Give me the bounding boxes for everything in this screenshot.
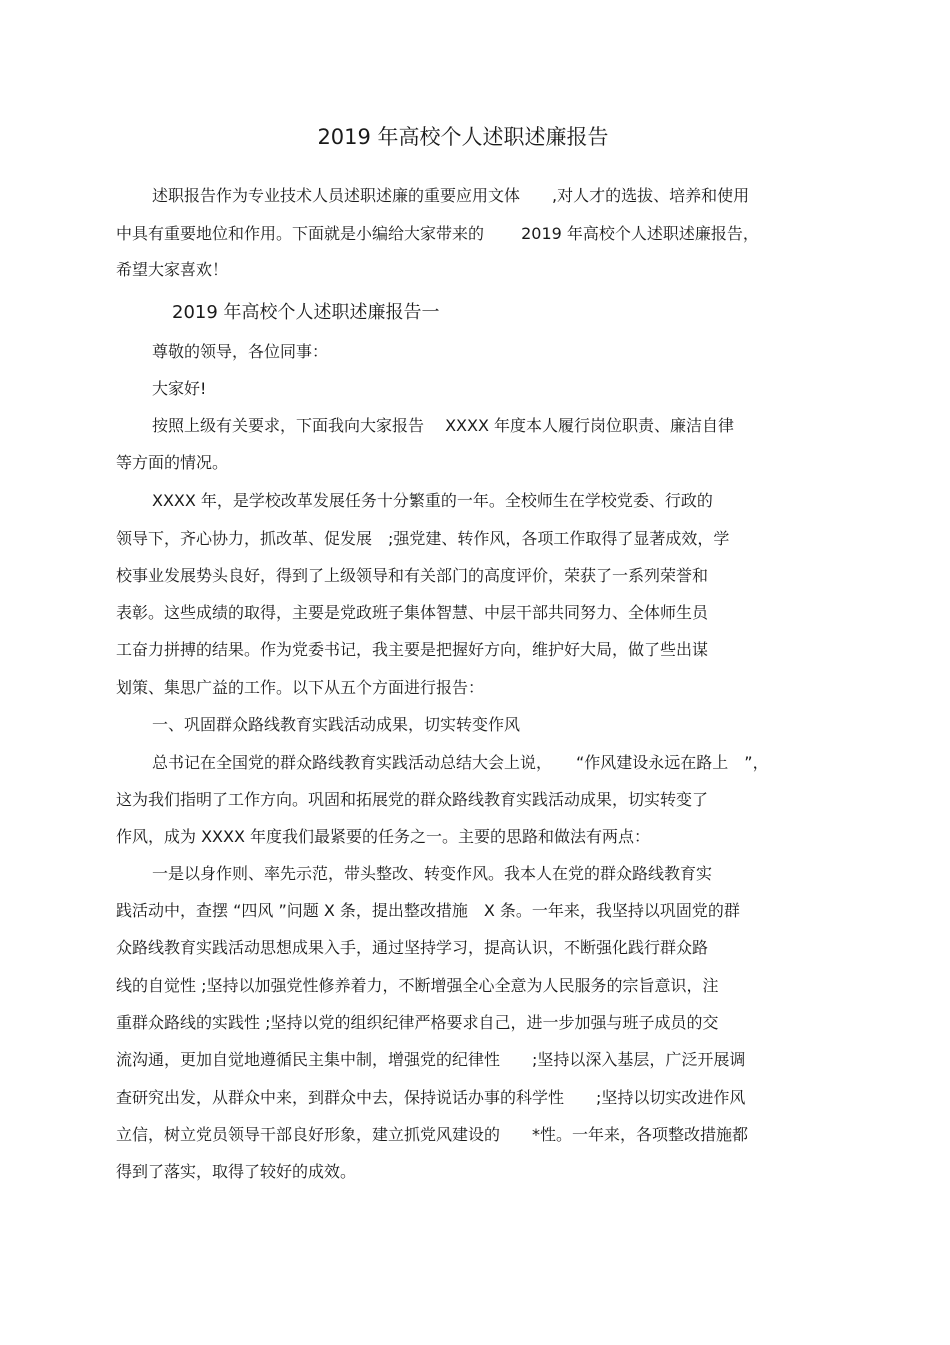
paragraph-line: 划策、集思广益的工作。以下从五个方面进行报告：	[116, 678, 485, 697]
document-title: 2019 年高校个人述职述廉报告	[317, 125, 609, 149]
paragraph-line: 工奋力拼搏的结果。作为党委书记，我主要是把握好方向，维护好大局，做了些出谋	[116, 640, 709, 659]
section-title: 2019 年高校个人述职述廉报告一	[172, 302, 440, 323]
paragraph-line: 总书记在全国党的群众路线教育实践活动总结大会上说， “作风建设永远在路上 ”，	[152, 753, 769, 772]
paragraph-line: 查研究出发，从群众中来，到群众中去，保持说话办事的科学性 ;坚持以切实改进作风	[116, 1088, 746, 1107]
intro-line: 中具有重要地位和作用。下面就是小编给大家带来的 2019 年高校个人述职述廉报告，	[116, 224, 759, 243]
paragraph-line: 按照上级有关要求，下面我向大家报告 XXXX 年度本人履行岗位职责、廉洁自律	[152, 416, 735, 435]
paragraph-line: 立信，树立党员领导干部良好形象，建立抓党风建设的 *性。一年来，各项整改措施都	[116, 1125, 749, 1144]
paragraph-line: 得到了落实，取得了较好的成效。	[116, 1162, 357, 1181]
paragraph-line: 这为我们指明了工作方向。巩固和拓展党的群众路线教育实践活动成果，切实转变了	[116, 790, 709, 809]
greeting: 尊敬的领导，各位同事：	[152, 342, 329, 361]
hello-line: 大家好!	[152, 379, 207, 398]
paragraph-line: 众路线教育实践活动思想成果入手，通过坚持学习，提高认识，不断强化践行群众路	[116, 938, 709, 957]
intro-line: 述职报告作为专业技术人员述职述廉的重要应用文体 ,对人才的选拔、培养和使用	[152, 186, 750, 205]
paragraph-line: XXXX 年，是学校改革发展任务十分繁重的一年。全校师生在学校党委、行政的	[152, 491, 713, 510]
paragraph-line: 等方面的情况。	[116, 453, 229, 472]
paragraph-line: 重群众路线的实践性 ;坚持以党的组织纪律严格要求自己，进一步加强与班子成员的交	[116, 1013, 719, 1032]
intro-line: 希望大家喜欢！	[116, 260, 229, 279]
paragraph-line: 表彰。这些成绩的取得，主要是党政班子集体智慧、中层干部共同努力、全体师生员	[116, 603, 709, 622]
paragraph-line: 一是以身作则、率先示范，带头整改、转变作风。我本人在党的群众路线教育实	[152, 864, 713, 883]
paragraph-line: 流沟通，更加自觉地遵循民主集中制，增强党的纪律性 ;坚持以深入基层，广泛开展调	[116, 1050, 746, 1069]
paragraph-line: 领导下，齐心协力，抓改革、促发展 ;强党建、转作风，各项工作取得了显著成效，学	[116, 529, 730, 548]
section-heading: 一、巩固群众路线教育实践活动成果，切实转变作风	[152, 715, 521, 734]
paragraph-line: 线的自觉性 ;坚持以加强党性修养着力，不断增强全心全意为人民服务的宗旨意识，注	[116, 976, 719, 995]
paragraph-line: 践活动中，查摆 “四风 ”问题 X 条，提出整改措施 X 条。一年来，我坚持以巩固党的群	[116, 901, 740, 920]
paragraph-line: 校事业发展势头良好，得到了上级领导和有关部门的高度评价，荣获了一系列荣誉和	[116, 566, 709, 585]
paragraph-line: 作风，成为 XXXX 年度我们最紧要的任务之一。主要的思路和做法有两点：	[116, 827, 651, 846]
